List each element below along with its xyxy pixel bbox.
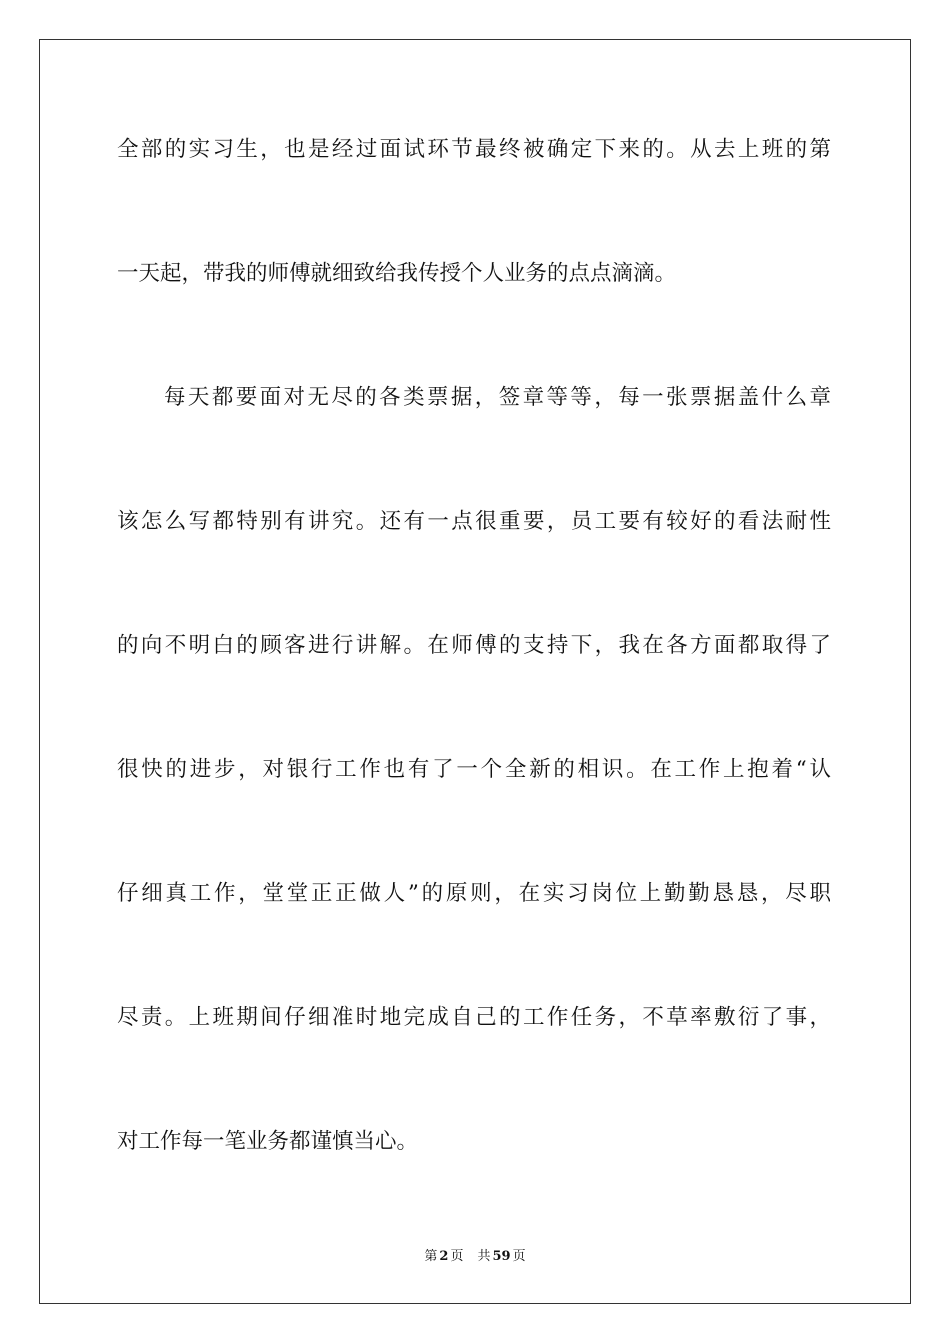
body-line-9: 对工作每一笔业务都谨慎当心。 (117, 1129, 419, 1154)
body-line-2: 一天起，带我的师傅就细致给我传授个人业务的点点滴滴。 (117, 261, 677, 286)
page-number: 2 (439, 1249, 449, 1264)
body-line-1: 全部的实习生，也是经过面试环节最终被确定下来的。从去上班的第 (117, 137, 831, 162)
body-line-5: 的向不明白的顾客进行讲解。在师傅的支持下，我在各方面都取得了 (117, 633, 831, 658)
body-line-6: 很快的进步，对银行工作也有了一个全新的相识。在工作上抱着“认 (117, 757, 831, 782)
body-line-8: 尽责。上班期间仔细准时地完成自己的工作任务，不草率敷衍了事， (117, 1005, 831, 1030)
page-label-prefix: 第 (424, 1249, 438, 1264)
page-border (39, 39, 911, 1304)
body-line-4: 该怎么写都特别有讲究。还有一点很重要，员工要有较好的看法耐性 (117, 509, 831, 534)
total-label-suffix: 页 (512, 1249, 526, 1264)
body-line-3: 每天都要面对无尽的各类票据，签章等等，每一张票据盖什么章 (164, 385, 831, 410)
body-line-7: 仔细真工作，堂堂正正做人”的原则，在实习岗位上勤勤恳恳，尽职 (117, 881, 831, 906)
page-label-suffix: 页 (450, 1249, 464, 1264)
total-pages: 59 (492, 1249, 511, 1264)
page-footer (0, 1245, 950, 1264)
total-label-prefix: 共 (477, 1249, 491, 1264)
